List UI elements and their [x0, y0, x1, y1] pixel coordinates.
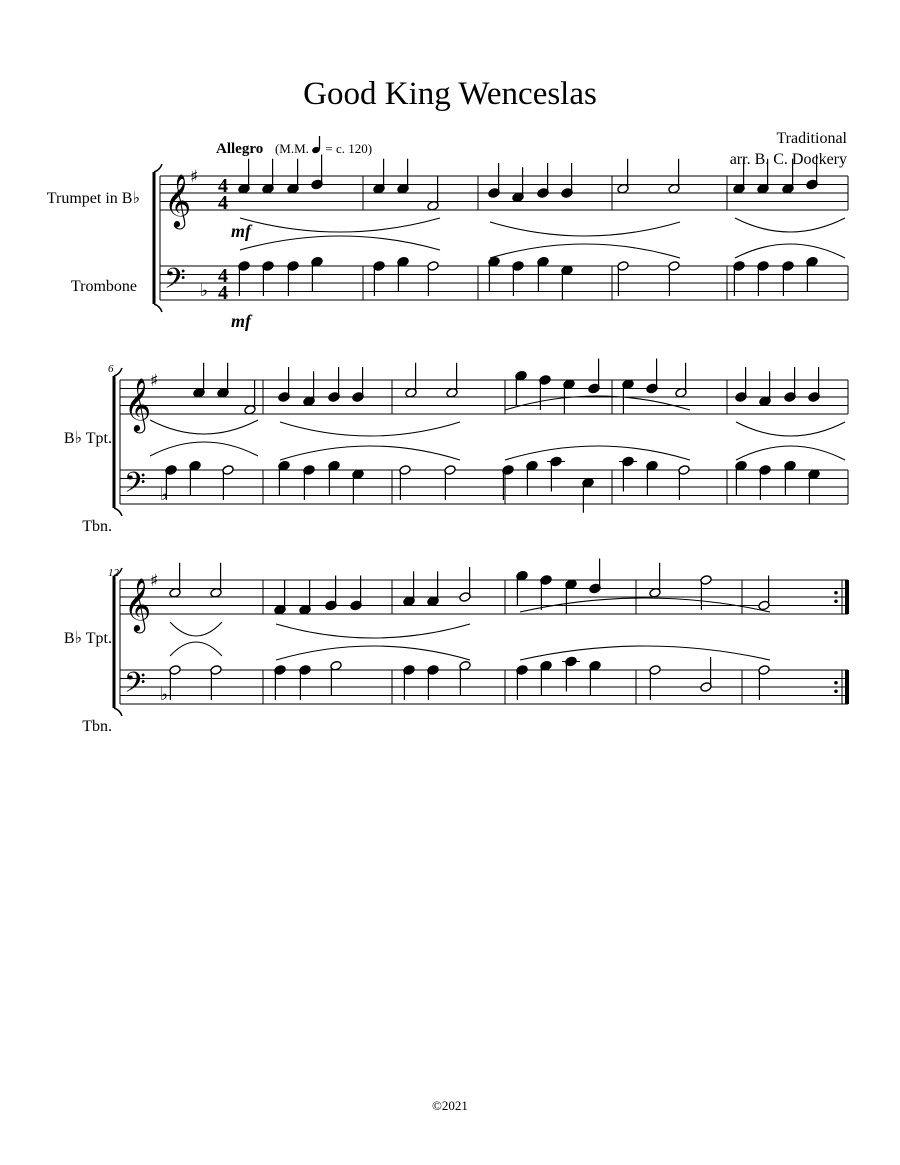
bass-clef-icon: 𝄢	[124, 666, 146, 707]
slur	[276, 624, 470, 638]
slur	[280, 446, 460, 460]
trombone-label-short: Tbn.	[82, 518, 112, 535]
metronome-prefix: (M.M.	[274, 141, 309, 156]
slur	[490, 222, 680, 236]
bass-clef-icon: 𝄢	[124, 466, 146, 507]
slur	[736, 422, 845, 436]
trombone-label-short: Tbn.	[82, 718, 112, 735]
time-signature-top: 4	[218, 175, 228, 197]
slur	[240, 218, 440, 232]
flat-icon: ♭	[160, 685, 169, 705]
slur	[505, 446, 690, 460]
tempo-word: Allegro	[216, 141, 264, 157]
final-barline	[845, 670, 849, 704]
measure-number: 6	[108, 363, 114, 375]
slur	[505, 396, 690, 410]
flat-icon: ♭	[200, 281, 209, 301]
time-signature-top: 4	[218, 265, 228, 287]
slur	[150, 420, 258, 434]
sharp-icon: ♯	[150, 371, 159, 391]
piece-title: Good King Wenceslas	[303, 76, 597, 112]
dynamic-trumpet: mf	[231, 221, 251, 241]
dynamic-trombone: mf	[231, 311, 251, 331]
slur	[735, 218, 845, 232]
slur	[735, 244, 845, 258]
arranger-line: arr. B. C. Dockery	[729, 151, 847, 168]
bass-clef-icon: 𝄢	[164, 262, 186, 303]
treble-clef-icon: 𝄞	[124, 577, 152, 631]
system-bracket	[154, 164, 162, 172]
time-signature-bottom: 4	[218, 192, 228, 214]
measure-number: 12	[108, 567, 119, 579]
flat-icon: ♭	[160, 485, 169, 505]
slur	[150, 442, 258, 456]
slur	[520, 646, 770, 660]
sharp-icon: ♯	[150, 571, 159, 591]
repeat-dot	[834, 689, 838, 693]
copyright-notice: ©2021	[432, 1098, 468, 1113]
metronome-value: = c. 120)	[325, 141, 373, 156]
sharp-icon: ♯	[190, 167, 199, 187]
system-bracket	[114, 708, 122, 716]
slur	[240, 236, 440, 250]
trombone-label-full: Trombone	[70, 278, 137, 295]
treble-clef-icon: 𝄞	[124, 377, 152, 431]
slur	[280, 422, 460, 436]
slur	[276, 646, 470, 660]
slur	[170, 622, 222, 636]
repeat-dot	[834, 681, 838, 685]
trumpet-label-short: B♭ Tpt.	[63, 630, 112, 647]
slur	[490, 244, 680, 258]
composer-line: Traditional	[776, 130, 847, 147]
system-bracket	[114, 508, 122, 516]
trumpet-label-short: B♭ Tpt.	[63, 430, 112, 447]
system-bracket	[114, 368, 122, 376]
slur	[736, 446, 845, 460]
trumpet-label-full: Trumpet in B♭	[46, 190, 140, 207]
treble-clef-icon: 𝄞	[164, 173, 192, 227]
slur	[170, 642, 222, 656]
final-barline	[845, 580, 849, 614]
system-bracket	[114, 568, 122, 576]
time-signature-bottom: 4	[218, 282, 228, 304]
system-bracket	[154, 304, 162, 312]
repeat-dot	[834, 599, 838, 603]
repeat-dot	[834, 591, 838, 595]
